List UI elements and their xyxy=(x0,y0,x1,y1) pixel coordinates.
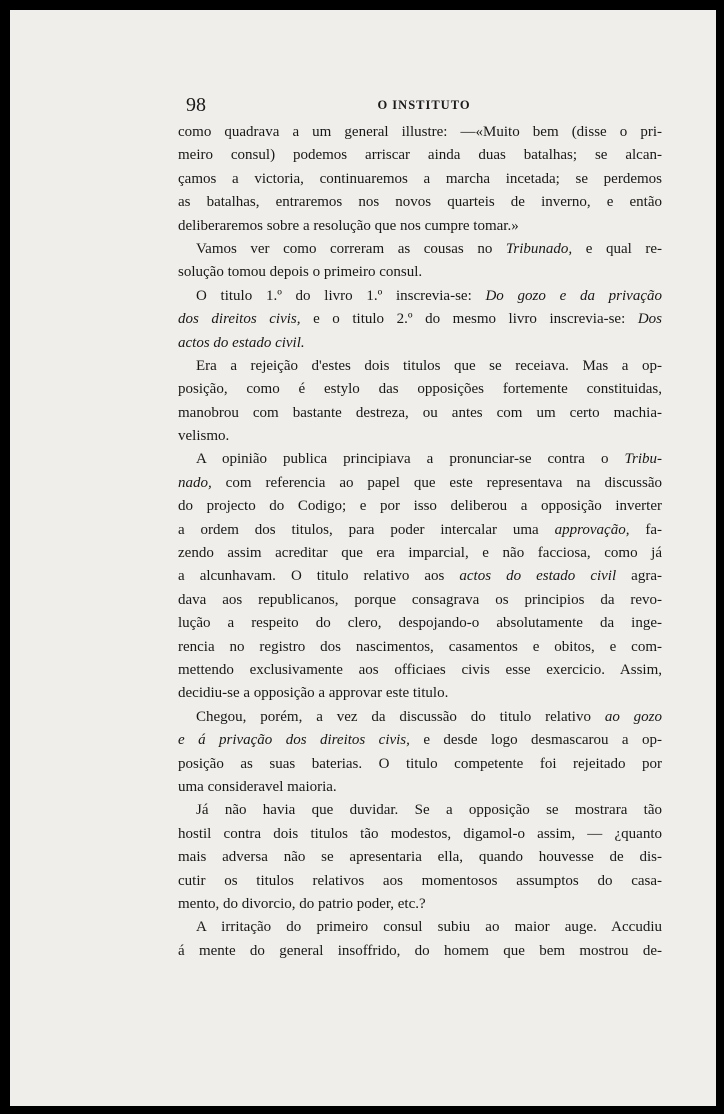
text-run: com referencia ao papel que este representava na discussão xyxy=(211,474,662,491)
italic-text: dos direitos civis, xyxy=(178,311,301,328)
italic-text: Tribu- xyxy=(624,451,662,468)
text-run: A irritação do primeiro consul subiu ao maior auge. Accudiu xyxy=(196,919,662,936)
text-line xyxy=(178,308,662,331)
italic-text: Tribunado, xyxy=(505,240,573,257)
text-run: mettendo exclusivamente aos officiaes civis esse exercicio. Assim, xyxy=(178,661,662,678)
text-line xyxy=(178,893,662,916)
text-run: agra- xyxy=(616,568,662,585)
italic-text: e á privação dos direitos civis, xyxy=(178,732,410,749)
text-run: uma consideravel maioria. xyxy=(178,778,337,795)
italic-text: nado, xyxy=(178,474,212,491)
text-line xyxy=(178,799,662,822)
text-line xyxy=(178,542,662,565)
text-run: dava aos republicanos, porque consagrava os principios da revo- xyxy=(178,591,662,608)
text-line xyxy=(178,121,662,144)
text-run: mento, do divorcio, do patrio poder, etc.? xyxy=(178,895,426,912)
text-line xyxy=(178,285,662,308)
text-run: como quadrava a um general illustre: —«Muito bem (disse o pri- xyxy=(178,124,662,140)
text-run: çamos a victoria, continuaremos a marcha incetada; se perdemos xyxy=(178,170,662,187)
text-run: hostil contra dois titulos tão modestos, digamol-o assim, — ¿quanto xyxy=(178,825,662,842)
text-run: Já não havia que duvidar. Se a opposição se mostrara tão xyxy=(196,802,662,819)
body-text xyxy=(178,121,662,963)
text-run: solução tomou depois o primeiro consul. xyxy=(178,264,423,281)
text-line xyxy=(178,448,662,471)
text-line xyxy=(178,823,662,846)
text-line xyxy=(178,402,662,425)
running-head xyxy=(186,94,662,120)
text-line xyxy=(178,332,662,355)
page-number: 98 xyxy=(186,94,206,116)
text-run: do projecto do Codigo; e por isso deliberou a opposição inverter xyxy=(178,498,662,515)
text-line xyxy=(178,729,662,752)
text-run: e desde logo desmascarou a op- xyxy=(409,732,662,749)
text-run: cutir os titulos relativos aos momentosos assumptos do casa- xyxy=(178,872,662,889)
text-run: á mente do general insoffrido, do homem que bem mostrou de- xyxy=(178,942,662,959)
text-line xyxy=(178,355,662,378)
text-line xyxy=(178,846,662,869)
text-run: a ordem dos titulos, para poder intercalar uma xyxy=(178,521,555,538)
text-line xyxy=(178,425,662,448)
text-line xyxy=(178,565,662,588)
text-line xyxy=(178,659,662,682)
italic-text: approvação, xyxy=(554,521,630,538)
text-line xyxy=(178,144,662,167)
italic-text: Do gozo e da privação xyxy=(485,287,662,304)
text-line xyxy=(178,215,662,238)
italic-text: ao gozo xyxy=(604,708,663,725)
text-run: Chegou, porém, a vez da discussão do titulo relativo xyxy=(196,708,605,725)
text-run: Vamos ver como correram as cousas no xyxy=(196,240,506,257)
text-run: as batalhas, entraremos nos novos quarteis de inverno, e então xyxy=(178,194,662,211)
text-line xyxy=(178,636,662,659)
text-run: a alcunhavam. O titulo relativo aos xyxy=(178,568,460,585)
italic-text: actos do estado civil. xyxy=(178,334,305,351)
text-run: mais adversa não se apresentaria ella, quando houvesse de dis- xyxy=(178,849,662,866)
book-page xyxy=(10,10,716,1106)
text-line xyxy=(178,940,662,963)
text-run: e qual re- xyxy=(572,240,662,257)
text-run: lução a respeito do clero, despojando-o absolutamente da inge- xyxy=(178,615,662,632)
text-line xyxy=(178,753,662,776)
text-run: posição, como é estylo das opposições fortemente constituidas, xyxy=(178,381,662,398)
text-line xyxy=(178,261,662,284)
text-line xyxy=(178,191,662,214)
text-run: manobrou com bastante destreza, ou antes com um certo machia- xyxy=(178,404,662,421)
journal-title: O INSTITUTO xyxy=(377,98,471,112)
text-run: decidiu-se a opposição a approvar este titulo. xyxy=(178,685,449,702)
text-run: deliberaremos sobre a resolução que nos cumpre tomar.» xyxy=(178,217,519,234)
text-line xyxy=(178,495,662,518)
text-run: posição as suas baterias. O titulo competente foi rejeitado por xyxy=(178,755,662,772)
text-line xyxy=(178,706,662,729)
text-line xyxy=(178,589,662,612)
text-line xyxy=(178,612,662,635)
text-run: O titulo 1.º do livro 1.º inscrevia-se: xyxy=(196,287,486,304)
text-run: velismo. xyxy=(178,428,230,445)
text-line xyxy=(178,472,662,495)
text-line xyxy=(178,238,662,261)
text-run: meiro consul) podemos arriscar ainda duas batalhas; se alcan- xyxy=(178,147,662,164)
text-line xyxy=(178,519,662,542)
italic-text: Dos xyxy=(637,311,662,328)
text-run: A opinião publica principiava a pronunciar-se contra o xyxy=(196,451,625,468)
text-line xyxy=(178,916,662,939)
text-line xyxy=(178,776,662,799)
text-line xyxy=(178,168,662,191)
text-run: Era a rejeição d'estes dois titulos que se receiava. Mas a op- xyxy=(196,357,662,374)
text-line xyxy=(178,378,662,401)
text-run: e o titulo 2.º do mesmo livro inscrevia-se: xyxy=(300,311,638,328)
text-line xyxy=(178,870,662,893)
text-run: zendo assim acreditar que era imparcial, e não facciosa, como já xyxy=(178,545,662,562)
text-line xyxy=(178,682,662,705)
text-run: fa- xyxy=(629,521,662,538)
text-run: rencia no registro dos nascimentos, casamentos e obitos, e com- xyxy=(178,638,662,655)
italic-text: actos do estado civil xyxy=(459,568,617,585)
